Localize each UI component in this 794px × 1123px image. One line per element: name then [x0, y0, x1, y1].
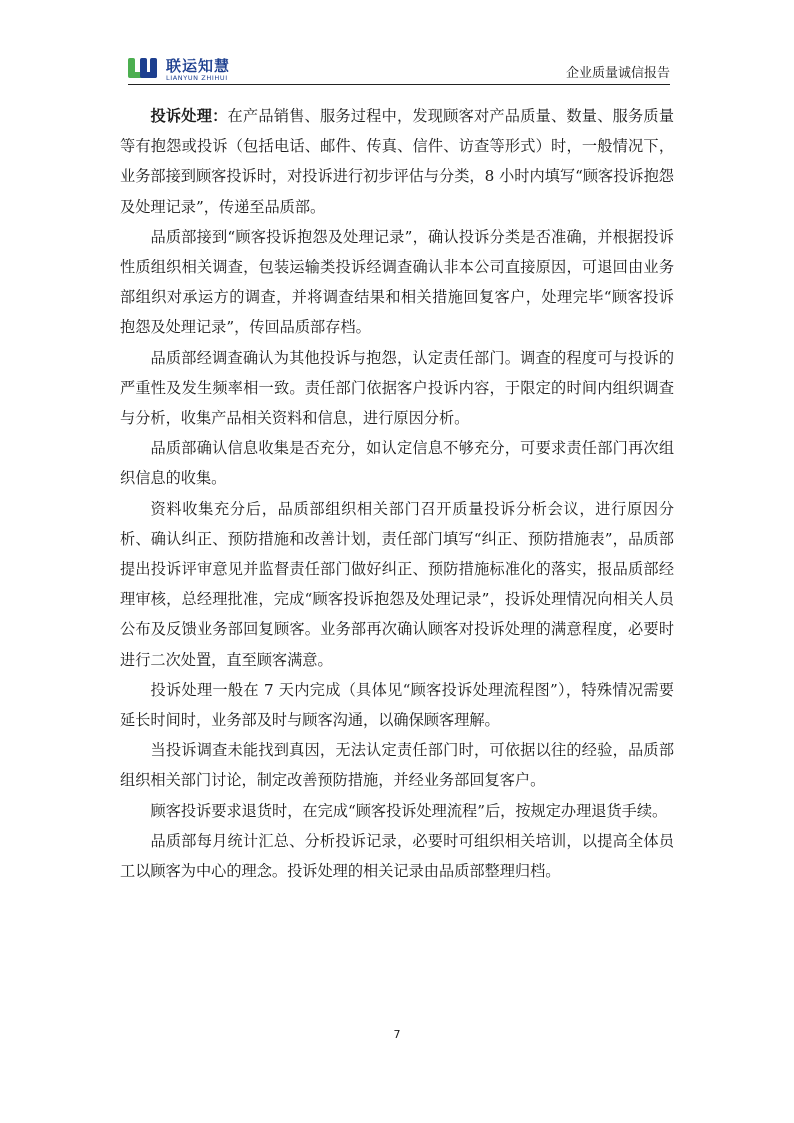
paragraph-text: 在产品销售、服务过程中，发现顾客对产品质量、数量、服务质量等有抱怨或投诉（包括电话、邮件、传真、信件、访查等形式）时，一般情况下，业务部接到顾客投诉时，对投诉进行初步评估与分类，8 小时内填写“顾客投诉抱怨及处理记录”，传递至品质部。 — [120, 107, 675, 216]
logo-english-name: LIANYUN ZHIHUI — [166, 74, 228, 82]
paragraph: 品质部每月统计汇总、分析投诉记录，必要时可组织相关培训，以提高全体员工以顾客为中心的理念。投诉处理的相关记录由品质部整理归档。 — [120, 831, 674, 881]
paragraph: 投诉处理一般在 7 天内完成（具体见“顾客投诉处理流程图”），特殊情况需要延长时间时，业务部及时与顾客沟通，以确保顾客理解。 — [120, 680, 674, 730]
logo-mark-icon — [128, 58, 162, 80]
paragraph: 品质部接到“顾客投诉抱怨及处理记录”，确认投诉分类是否准确，并根据投诉性质组织相关调查，包装运输类投诉经调查确认非本公司直接原因，可退回由业务部组织对承运方的调查，并将调查结果和相关措施回复客户，处理完毕“顾客投诉抱怨及处理记录”，传回品质部存档。 — [120, 227, 674, 337]
report-title: 企业质量诚信报告 — [565, 66, 670, 81]
page-number: 7 — [393, 1028, 401, 1041]
page-header — [128, 54, 670, 84]
paragraph: 资料收集充分后，品质部组织相关部门召开质量投诉分析会议，进行原因分析、确认纠正、预防措施和改善计划，责任部门填写“纠正、预防措施表”，品质部提出投诉评审意见并监督责任部门做好纠正、预防措施标准化的落实，报品质部经理审核，总经理批准，完成“顾客投诉抱怨及处理记录”，投诉处理情况向相关人员公布及反馈业务部回复顾客。业务部再次确认顾客对投诉处理的满意程度，必要时进行二次处置，直至顾客满意。 — [120, 499, 674, 669]
paragraph: 当投诉调查未能找到真因，无法认定责任部门时，可依据以往的经验，品质部组织相关部门讨论，制定改善预防措施，并经业务部回复客户。 — [120, 741, 674, 790]
paragraph-complaint-handling — [120, 101, 674, 222]
company-logo — [128, 58, 230, 84]
header-divider — [128, 84, 670, 85]
paragraph: 品质部确认信息收集是否充分，如认定信息不够充分，可要求责任部门再次组织信息的收集。 — [120, 439, 674, 488]
paragraph: 品质部经调查确认为其他投诉与抱怨，认定责任部门。调查的程度可与投诉的严重性及发生频率相一致。责任部门依据客户投诉内容，于限定的时间内组织调查与分析，收集产品相关资料和信息，进行原因分析。 — [120, 348, 674, 428]
logo-chinese-name: 联运知慧 — [166, 57, 231, 75]
body-content — [120, 101, 674, 886]
paragraph: 顾客投诉要求退货时，在完成“顾客投诉处理流程”后，按规定办理退货手续。 — [150, 801, 668, 820]
paragraph-lead: 投诉处理： — [150, 107, 228, 125]
